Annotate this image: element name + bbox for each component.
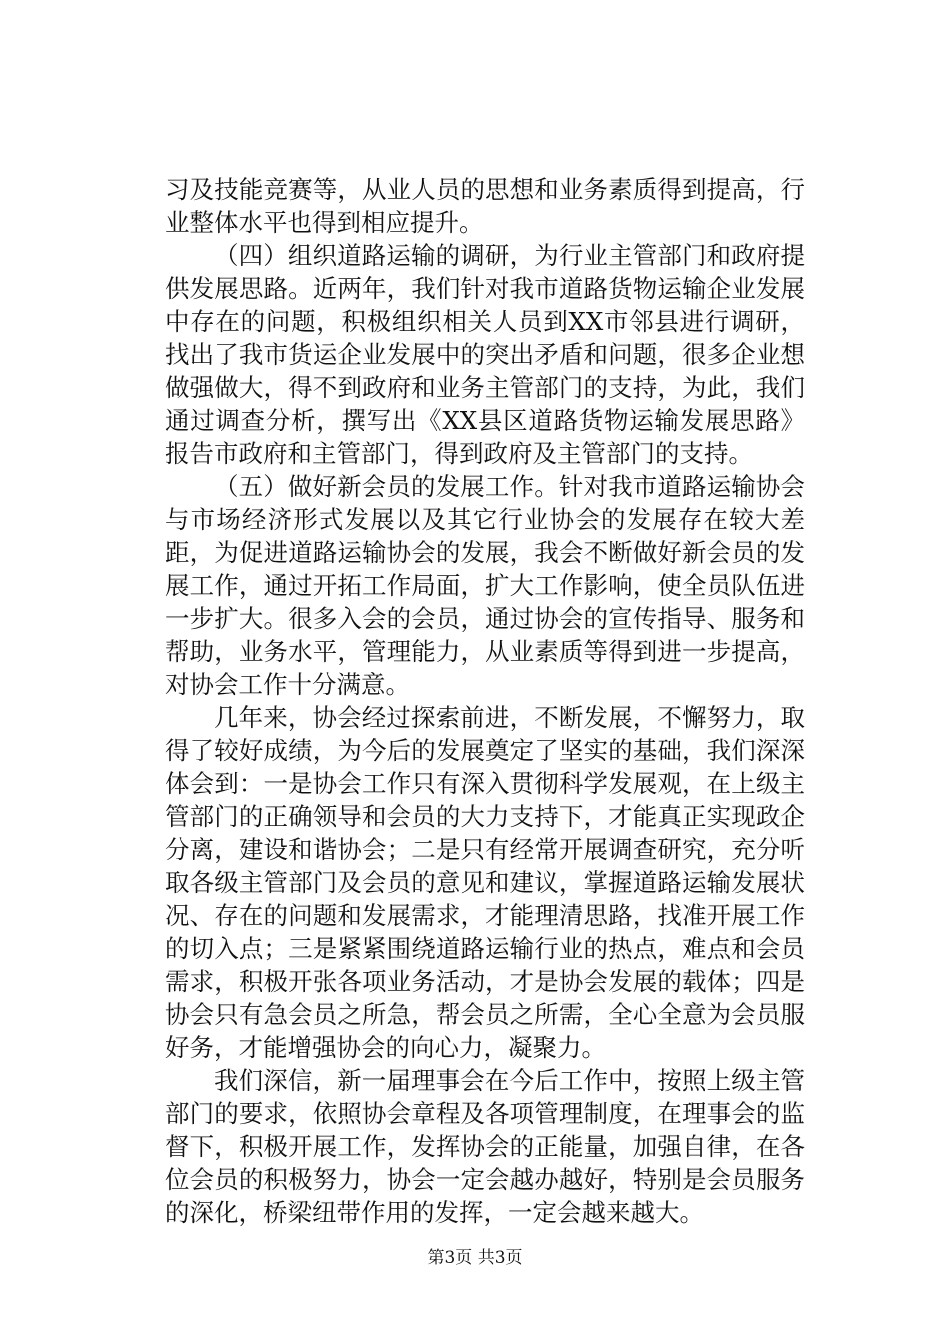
- paragraph-section-four: （四）组织道路运输的调研，为行业主管部门和政府提供发展思路。近两年，我们针对我市道路货物运输企业发展中存在的问题，积极组织相关人员到XX市邻县进行调研，找出了我市货运企业发展中的突出矛盾和问题，很多企业想做强做大，得不到政府和业务主管部门的支持，为此，我们通过调查分析，撰写出《XX县区道路货物运输发展思路》报告市政府和主管部门，得到政府及主管部门的支持。: [165, 241, 805, 468]
- paragraph-conclusion: 我们深信，新一届理事会在今后工作中，按照上级主管部门的要求，依照协会章程及各项管理制度，在理事会的监督下，积极开展工作，发挥协会的正能量，加强自律，在各位会员的积极努力，协会一定会越办越好，特别是会员服务的深化，桥梁纽带作用的发挥，一定会越来越大。: [165, 1066, 805, 1227]
- document-body: [165, 173, 805, 1229]
- page-number-footer: 第3页 共3页: [427, 1248, 523, 1268]
- paragraph-experience-summary: 几年来，协会经过探索前进，不断发展，不懈努力，取得了较好成绩，为今后的发展奠定了坚实的基础，我们深深体会到：一是协会工作只有深入贯彻科学发展观，在上级主管部门的正确领导和会员的大力支持下，才能真正实现政企分离，建设和谐协会；二是只有经常开展调查研究，充分听取各级主管部门及会员的意见和建议，掌握道路运输发展状况、存在的问题和发展需求，才能理清思路，找准开展工作的切入点；三是紧紧围绕道路运输行业的热点，难点和会员需求，积极开张各项业务活动，才是协会发展的载体；四是协会只有急会员之所急，帮会员之所需，全心全意为会员服好务，才能增强协会的向心力，凝聚力。: [165, 703, 805, 1062]
- paragraph-continuation: 习及技能竞赛等，从业人员的思想和业务素质得到提高，行业整体水平也得到相应提升。: [165, 175, 805, 237]
- paragraph-section-five: （五）做好新会员的发展工作。针对我市道路运输协会与市场经济形式发展以及其它行业协会的发展存在较大差距，为促进道路运输协会的发展，我会不断做好新会员的发展工作，通过开拓工作局面，扩大工作影响，使全员队伍进一步扩大。很多入会的会员，通过协会的宣传指导、服务和帮助，业务水平，管理能力，从业素质等得到进一步提高，对协会工作十分满意。: [165, 472, 805, 699]
